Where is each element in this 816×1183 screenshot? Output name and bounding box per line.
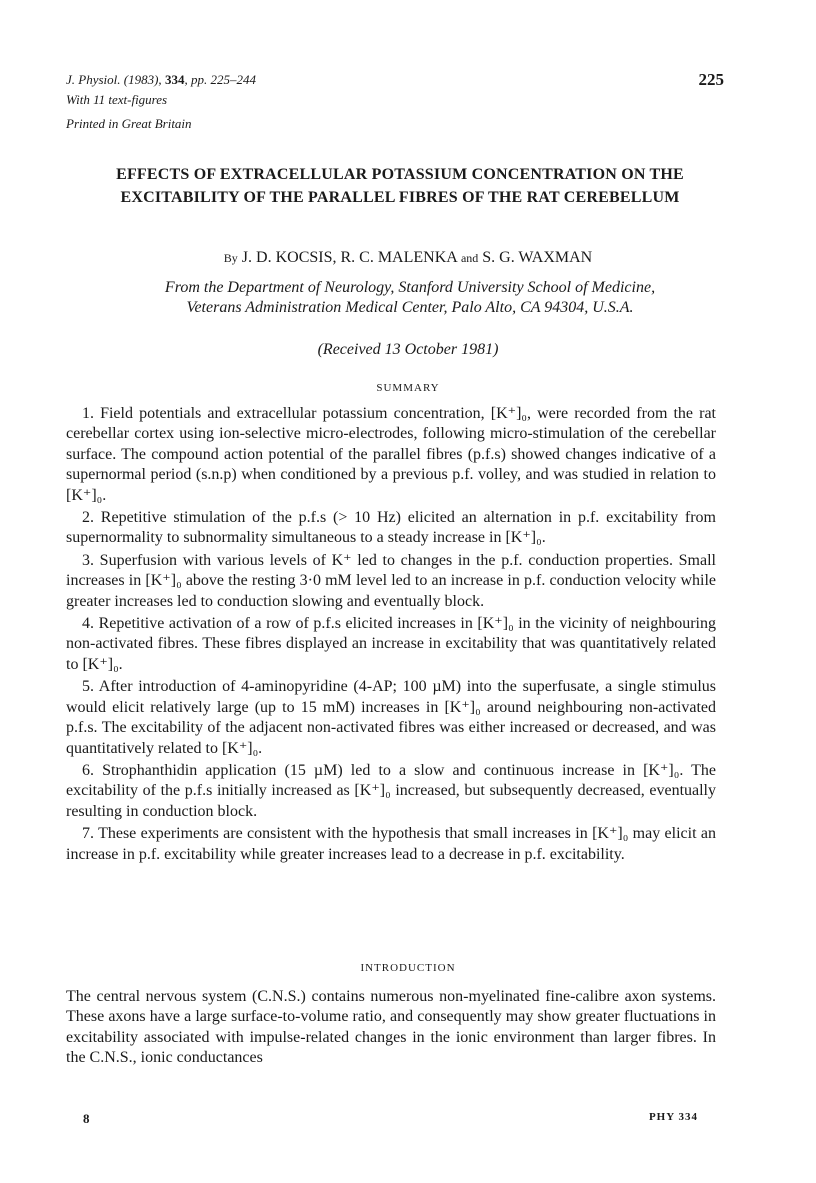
citation-block — [66, 70, 256, 134]
citation-line — [66, 70, 256, 90]
printed-note: Printed in Great Britain — [66, 116, 192, 131]
figures-note: With 11 text-figures — [66, 92, 168, 107]
received-date: (Received 13 October 1981) — [317, 341, 499, 358]
affiliation-line-2: Veterans Administration Medical Center, Palo Alto, CA 94304, U.S.A. — [186, 299, 634, 316]
article-title: EFFECTS OF EXTRACELLULAR POTASSIUM CONCENTRATION ON THE EXCITABILITY OF THE PARALLEL FIBRES OF THE RAT CEREBELLUM — [116, 166, 684, 206]
affiliation-line-1: From the Department of Neurology, Stanford University School of Medicine, — [164, 279, 656, 296]
and-label: and — [460, 251, 479, 265]
affiliation — [80, 278, 740, 318]
introduction-heading: INTRODUCTION — [360, 962, 456, 974]
summary-section — [66, 404, 716, 867]
page-number: 225 — [698, 70, 724, 89]
summary-paragraph: 2. Repetitive stimulation of the p.f.s (> 10 Hz) elicited an alternation in p.f. excitability from supernormality to subnormality simultaneous to a steady increase in [K⁺]₀. — [66, 509, 716, 547]
citation-year: (1983), — [120, 72, 165, 87]
author-names-1: J. D. KOCSIS, R. C. MALENKA — [241, 249, 457, 266]
summary-paragraph: 5. After introduction of 4-aminopyridine (4-AP; 100 µM) into the superfusate, a single stimulus would elicit relatively large (up to 15 mM) increases in [K⁺]₀ around neighbouring non-activated p.f.s. The excitability of the adjacent non-activated fibres was either increased or decreased, and was quantitatively related to [K⁺]₀. — [66, 678, 716, 757]
by-label: By — [223, 251, 238, 265]
introduction-paragraph: The central nervous system (C.N.S.) contains numerous non-myelinated fine-calibre axon systems. These axons have a large surface-to-volume ratio, and consequently may show greater fluctuations in excitability associated with impulse-related changes in the ionic environment than larger fibres. In the C.N.S., ionic conductances — [66, 988, 716, 1067]
summary-paragraph: 1. Field potentials and extracellular potassium concentration, [K⁺]₀, were recorded from the rat cerebellar cortex using ion-selective micro-electrodes, following micro-stimulation of the cerebellar surface. The compound action potential of the parallel fibres (p.f.s) showed changes indicative of a supernormal period (s.n.p) when conditioned by a previous p.f. volley, and was studied in relation to [K⁺]₀. — [66, 405, 716, 504]
summary-heading: SUMMARY — [376, 382, 440, 394]
signature-mark: 8 — [83, 1111, 90, 1126]
summary-paragraph: 7. These experiments are consistent with the hypothesis that small increases in [K⁺]₀ may elicit an increase in p.f. excitability while greater increases lead to a decrease in p.f. excitability. — [66, 825, 716, 863]
author-line — [66, 248, 750, 268]
journal-name: J. Physiol. — [66, 72, 121, 87]
page-range: , pp. 225–244 — [184, 72, 256, 87]
journal-signature: PHY 334 — [648, 1111, 698, 1123]
summary-paragraph: 6. Strophanthidin application (15 µM) led to a slow and continuous increase in [K⁺]₀. The excitability of the p.f.s initially increased as [K⁺]₀ increased, but subsequently decreased, eventually resulting in conduction block. — [66, 761, 716, 820]
author-names-2: S. G. WAXMAN — [482, 249, 593, 266]
volume-number: 334 — [164, 72, 185, 87]
introduction-section — [66, 987, 716, 1071]
summary-paragraph: 3. Superfusion with various levels of K⁺ led to changes in the p.f. conduction properties. Small increases in [K⁺]₀ above the resting 3·0 mM level led to an increase in p.f. conduction velocity while greater increases led to conduction slowing and eventually block. — [66, 551, 716, 610]
summary-paragraph: 4. Repetitive activation of a row of p.f.s elicited increases in [K⁺]₀ in the vicinity of neighbouring non-activated fibres. These fibres displayed an increase in excitability that was quantitatively related to [K⁺]₀. — [66, 615, 716, 673]
